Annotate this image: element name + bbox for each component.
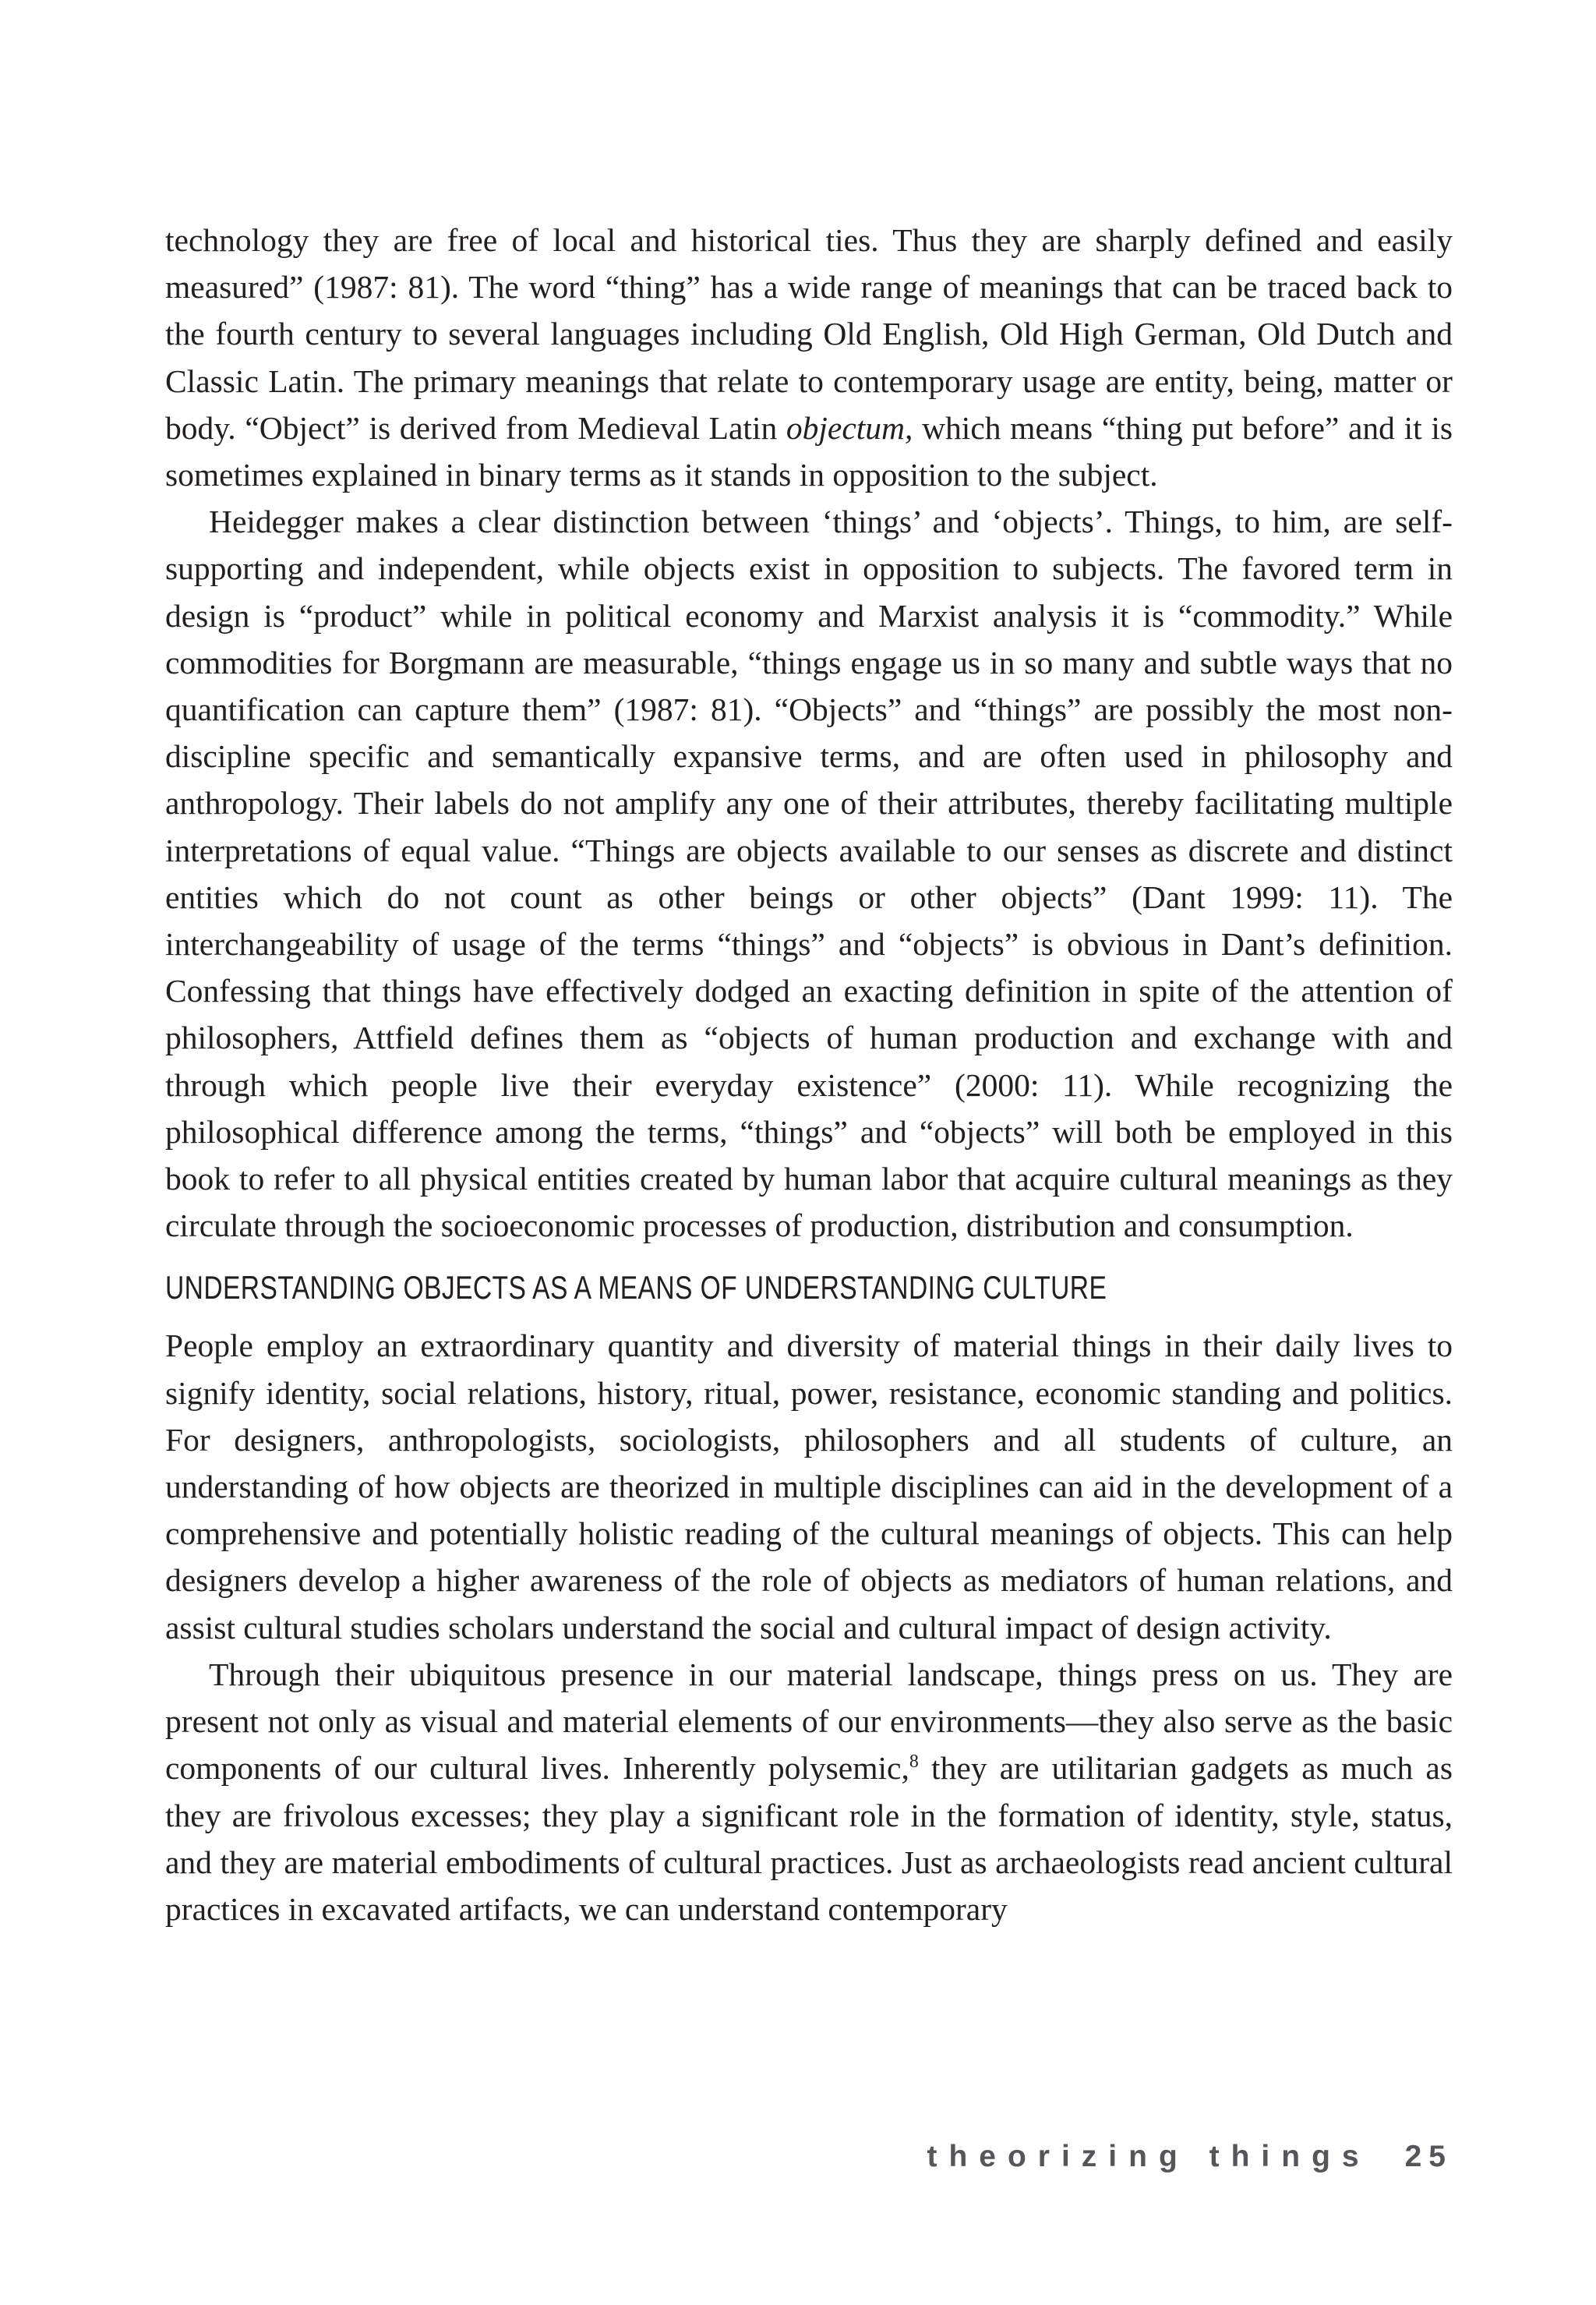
paragraph-1-italic-term: objectum, xyxy=(786,409,913,446)
running-title: theorizing things xyxy=(927,2140,1371,2173)
section-heading: UNDERSTANDING OBJECTS AS A MEANS OF UNDERSTANDING CULTURE xyxy=(165,1269,1107,1306)
paragraph-1-text-b: which means “thing put before” and it is sometimes explained in binary terms as it stands in opposition to the subject. xyxy=(165,409,1453,493)
page-footer xyxy=(927,2137,1453,2176)
paragraph-1 xyxy=(165,217,1453,498)
page-body xyxy=(165,217,1453,1932)
paragraph-2: Heidegger makes a clear distinction between ‘things’ and ‘objects’. Things, to him, are self-supporting and independent, while objects exist in opposition to subjects. The favored term in design is “product” while in political economy and Marxist analysis it is “commodity.” While commodities for Borgmann are measurable, “things engage us in so many and subtle ways that no quantification can capture them” (1987: 81). “Objects” and “things” are possibly the most non-discipline specific and semantically expansive terms, and are often used in philosophy and anthropology. Their labels do not amplify any one of their attributes, thereby facilitating multiple interpretations of equal value. “Things are objects available to our senses as discrete and distinct entities which do not count as other beings or other objects” (Dant 1999: 11). The interchangeability of usage of the terms “things” and “objects” is obvious in Dant’s definition. Confessing that things have effectively dodged an exacting definition in spite of the attention of philosophers, Attfield defines them as “objects of human production and exchange with and through which people live their everyday existence” (2000: 11). While recognizing the philosophical difference among the terms, “things” and “objects” will both be employed in this book to refer to all physical entities created by human labor that acquire cultural meanings as they circulate through the socioeconomic processes of production, distribution and consumption. xyxy=(165,504,1453,1244)
footnote-marker: 8 xyxy=(909,1752,919,1773)
paragraph-4-text-a: Through their ubiquitous presence in our material landscape, things press on us. They are present not only as visual and material elements of our environments—they also serve as the basic components of our cultural lives. Inherently polysemic, xyxy=(165,1656,1453,1787)
paragraph-1-text-a: technology they are free of local and historical ties. Thus they are sharply defined and easily measured” (1987: 81). The word “thing” has a wide range of meanings that can be traced back to the fourth century to several languages including Old English, Old High German, Old Dutch and Classic Latin. The primary meanings that relate to contemporary usage are entity, being, matter or body. “Object” is derived from Medieval Latin xyxy=(165,222,1453,446)
paragraph-4 xyxy=(165,1651,1453,1932)
paragraph-4-text-b: they are utilitarian gadgets as much as they are frivolous excesses; they play a significant role in the formation of identity, style, status, and they are material embodiments of cultural practices. Just as archaeologists read ancient cultural practices in excavated artifacts, we can understand contemporary xyxy=(165,1750,1453,1927)
paragraph-3: People employ an extraordinary quantity and diversity of material things in their daily lives to signify identity, social relations, history, ritual, power, resistance, economic standing and politics. For designers, anthropologists, sociologists, philosophers and all students of culture, an understanding of how objects are theorized in multiple disciplines can aid in the development of a comprehensive and potentially holistic reading of the cultural meanings of objects. This can help designers develop a higher awareness of the role of objects as mediators of human relations, and assist cultural studies scholars understand the social and cultural impact of design activity. xyxy=(165,1327,1453,1646)
page-number: 25 xyxy=(1404,2140,1453,2173)
